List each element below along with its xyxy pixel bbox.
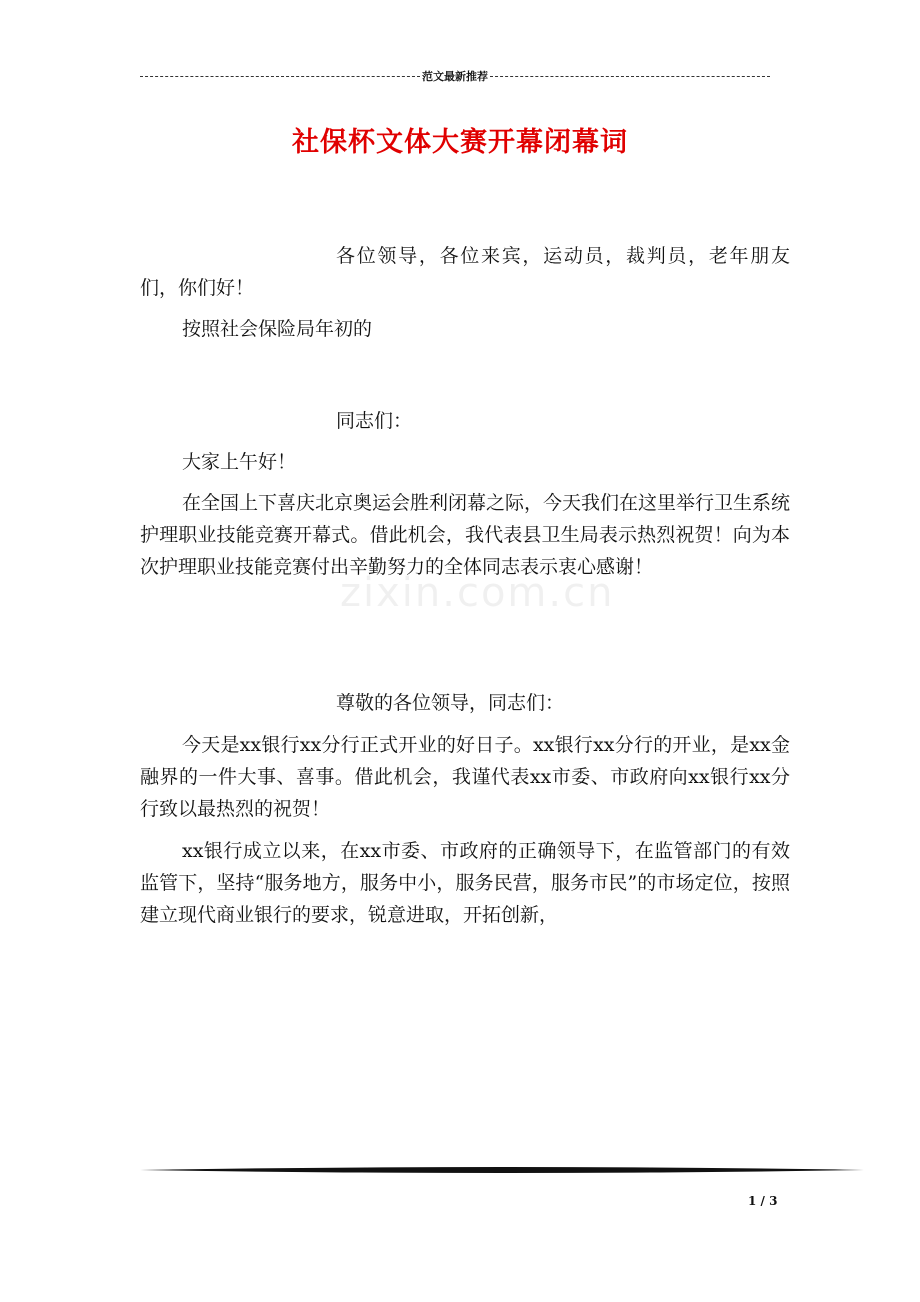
footer-rule — [140, 1166, 864, 1174]
header-label: 范文最新推荐 — [422, 70, 488, 83]
paragraph-salutation: 同志们： — [336, 410, 413, 432]
paragraph-salutation: 尊敬的各位领导，同志们： — [336, 692, 565, 714]
header-dash-left — [140, 76, 420, 77]
paragraph: xx银行成立以来，在xx市委、市政府的正确领导下，在监管部门的有效监管下，坚持“服务地方，服务中小，服务民营，服务市民”的市场定位，按照建立现代商业银行的要求，锐意进取，开拓创新， — [140, 840, 790, 926]
document-body — [140, 240, 790, 931]
page-number: 1 / 3 — [748, 1194, 778, 1208]
header-dash-right — [490, 76, 770, 77]
header-rule — [140, 68, 770, 84]
paragraph-greeting: 各位领导，各位来宾，运动员，裁判员，老年朋友们，你们好！ — [140, 245, 790, 299]
paragraph: 在全国上下喜庆北京奥运会胜利闭幕之际，今天我们在这里举行卫生系统护理职业技能竞赛开幕式。借此机会，我代表县卫生局表示热烈祝贺！向为本次护理职业技能竞赛付出辛勤努力的全体同志表示衷心感谢！ — [140, 492, 791, 578]
paragraph: 按照社会保险局年初的 — [182, 318, 373, 340]
watermark: zixin.com.cn — [340, 570, 615, 616]
paragraph: 今天是xx银行xx分行正式开业的好日子。xx银行xx分行的开业，是xx金融界的一件大事、喜事。借此机会，我谨代表xx市委、市政府向xx银行xx分行致以最热烈的祝贺！ — [140, 734, 790, 820]
document-title: 社保杯文体大赛开幕闭幕词 — [292, 127, 628, 158]
paragraph: 大家上午好！ — [182, 451, 297, 473]
